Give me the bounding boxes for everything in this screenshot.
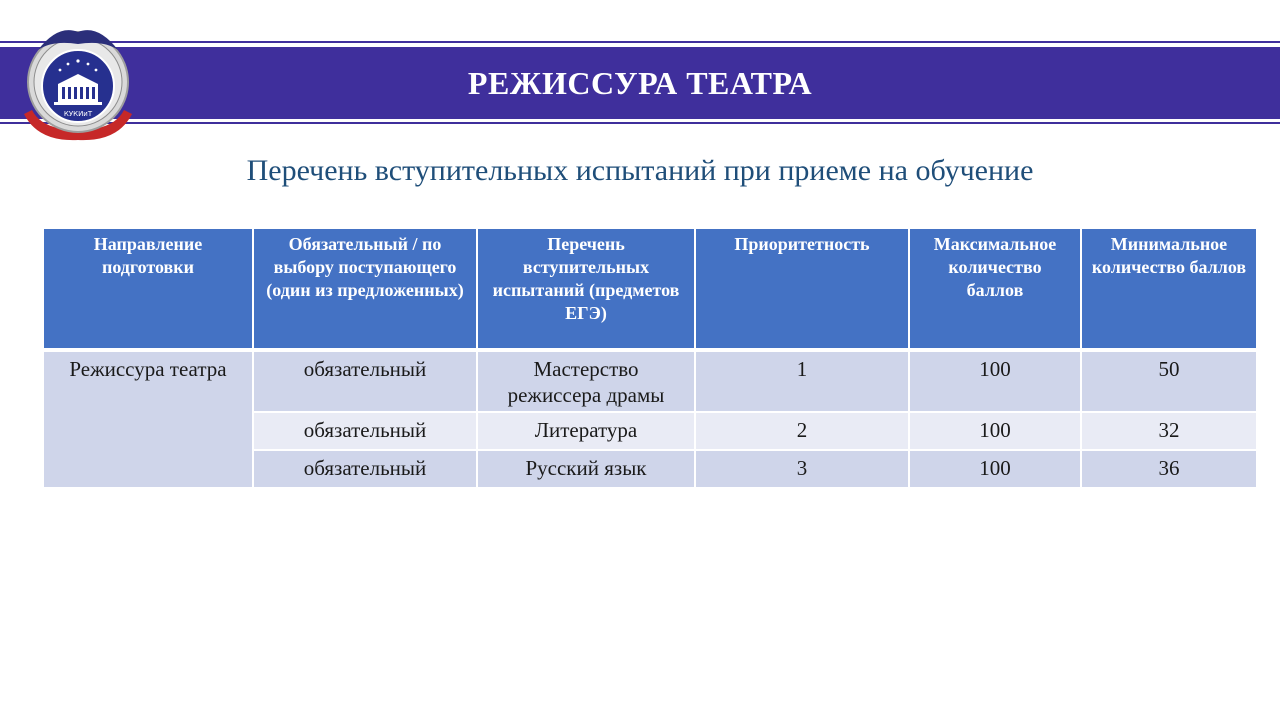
table-row bbox=[43, 350, 1257, 412]
min-score-cell: 36 bbox=[1081, 450, 1257, 488]
slide-title: РЕЖИССУРА ТЕАТРА bbox=[467, 64, 813, 101]
exam-type-cell: обязательный bbox=[253, 412, 477, 450]
exam-type-cell: обязательный bbox=[253, 450, 477, 488]
header-top-line bbox=[0, 41, 1280, 43]
header-mandatory: Обязательный / по выбору поступающего (один из предложенных) bbox=[253, 228, 477, 350]
emblem-text: КУКИиТ bbox=[63, 110, 93, 118]
priority-cell: 2 bbox=[695, 412, 909, 450]
max-score-cell: 100 bbox=[909, 450, 1081, 488]
exam-name-cell: Литература bbox=[477, 412, 695, 450]
min-score-cell: 50 bbox=[1081, 350, 1257, 412]
priority-cell: 3 bbox=[695, 450, 909, 488]
priority-cell: 1 bbox=[695, 350, 909, 412]
exam-name-cell: Русский язык bbox=[477, 450, 695, 488]
entrance-exams-table bbox=[42, 227, 1258, 489]
exam-name-cell: Мастерство режиссера драмы bbox=[477, 350, 695, 412]
exam-type-cell: обязательный bbox=[253, 350, 477, 412]
header-direction: Направление подготовки bbox=[43, 228, 253, 350]
header-exam-list: Перечень вступительных испытаний (предметов ЕГЭ) bbox=[477, 228, 695, 350]
direction-cell: Режиссура театра bbox=[43, 350, 253, 488]
table-header-row bbox=[43, 228, 1257, 350]
max-score-cell: 100 bbox=[909, 350, 1081, 412]
university-emblem-icon bbox=[18, 14, 138, 144]
min-score-cell: 32 bbox=[1081, 412, 1257, 450]
slide-subtitle: Перечень вступительных испытаний при приеме на обучение bbox=[246, 154, 1034, 187]
header-priority: Приоритетность bbox=[695, 228, 909, 350]
header-bottom-line bbox=[0, 122, 1280, 124]
header-min-score: Минимальное количество баллов bbox=[1081, 228, 1257, 350]
max-score-cell: 100 bbox=[909, 412, 1081, 450]
header-max-score: Максимальное количество баллов bbox=[909, 228, 1081, 350]
